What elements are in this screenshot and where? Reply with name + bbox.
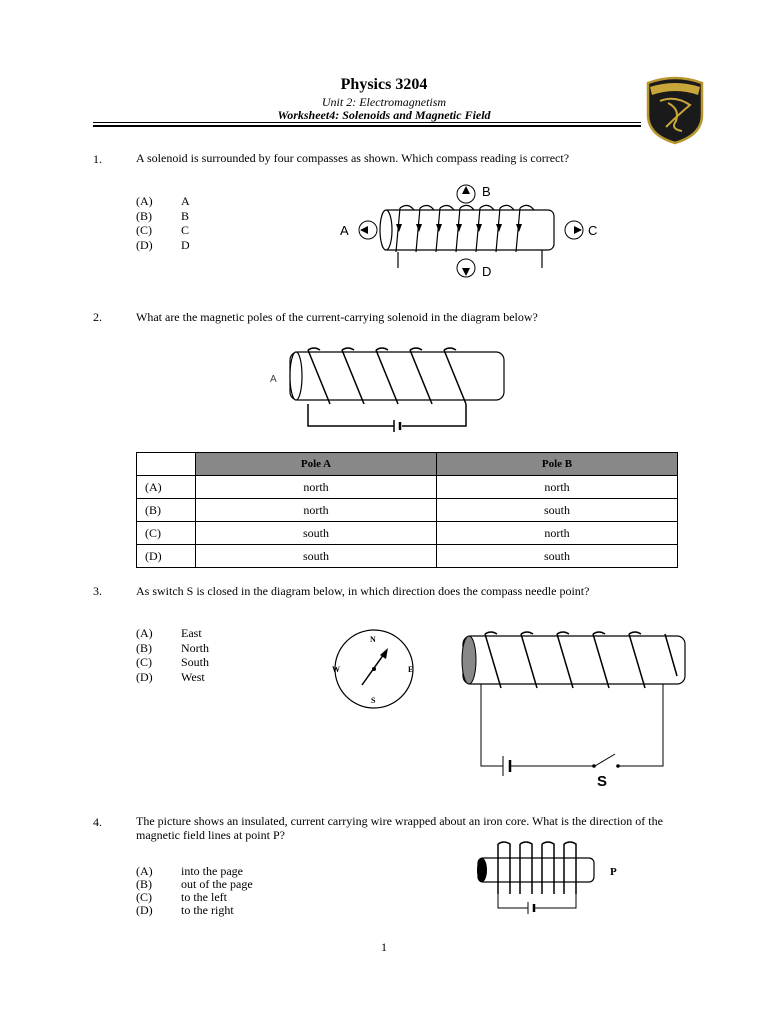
table-row[interactable] [137,476,678,499]
q4-number: 4. [93,815,102,829]
q4-option-a[interactable]: (A) into the page [136,864,243,878]
table-row[interactable] [137,545,678,568]
q1-option-a[interactable]: (A) A [136,194,190,208]
table-cell: (A) [137,476,196,499]
compass-west-label: W [332,665,340,674]
q2-text: What are the magnetic poles of the current-carrying solenoid in the diagram below? [136,310,538,324]
q4-iron-core-diagram [474,840,634,918]
q2-solenoid-diagram [262,342,512,438]
table-cell: (B) [137,499,196,522]
q4-text: The picture shows an insulated, current carrying wire wrapped about an iron core. What is the direction of the magnetic field lines at point P? [136,814,663,842]
header-rule-top [93,122,641,123]
table-cell: south [196,522,437,545]
q1-text: A solenoid is surrounded by four compasses as shown. Which compass reading is correct? [136,151,570,165]
table-cell: north [437,522,678,545]
q3-option-d[interactable]: (D) West [136,669,205,684]
school-crest-logo [640,75,710,145]
table-cell: (D) [137,545,196,568]
q3-option-b[interactable]: (B) North [136,640,209,655]
compass-east-label: E [408,665,414,674]
table-cell: north [437,476,678,499]
q1-label-d: D [482,264,492,279]
q2-answer-table [136,452,678,568]
compass-south-label: S [371,696,376,705]
q3-option-c[interactable]: (C) South [136,655,210,669]
q2-label-a: A [270,374,277,385]
q1-option-d[interactable]: (D) D [136,237,190,252]
q3-options [136,626,209,684]
q4-option-c[interactable]: (C) to the left [136,890,227,904]
table-cell: north [196,476,437,499]
q1-options [136,194,190,252]
q1-number: 1. [93,152,102,166]
table-cell: south [437,545,678,568]
table-header-pole-b: Pole B [437,453,678,476]
q4-option-b[interactable]: (B) out of the page [136,877,253,891]
q1-label-c: C [588,223,598,238]
table-header-row [137,453,678,476]
q3-number: 3. [93,584,102,598]
q1-option-c[interactable]: (C) C [136,223,190,237]
q1-solenoid-diagram [330,180,610,280]
header-rule-bottom [93,125,641,127]
table-cell: (C) [137,522,196,545]
page-number: 1 [381,940,387,954]
table-header-blank [137,453,196,476]
q4-option-d[interactable]: (D) to the right [136,903,234,917]
table-cell: south [437,499,678,522]
q1-label-b: B [482,184,491,199]
q2-number: 2. [93,310,102,324]
q1-label-a: A [340,223,349,238]
q3-option-a[interactable]: (A) East [136,626,202,640]
table-row[interactable] [137,499,678,522]
q1-option-b[interactable]: (B) B [136,208,190,223]
q3-circuit-diagram [455,628,690,793]
compass-north-label: N [370,635,376,644]
q4-options [136,865,253,917]
table-header-pole-a: Pole A [196,453,437,476]
q3-text: As switch S is closed in the diagram below, in which direction does the compass needle point? [136,584,590,598]
point-p-label: P [610,866,617,878]
table-row[interactable] [137,522,678,545]
switch-label: S [597,773,608,790]
table-cell: south [196,545,437,568]
worksheet-subtitle: Worksheet4: Solenoids and Magnetic Field [277,108,491,122]
compass-icon [328,628,424,710]
page-title: Physics 3204 [340,76,428,93]
table-cell: north [196,499,437,522]
unit-subtitle: Unit 2: Electromagnetism [321,95,447,109]
